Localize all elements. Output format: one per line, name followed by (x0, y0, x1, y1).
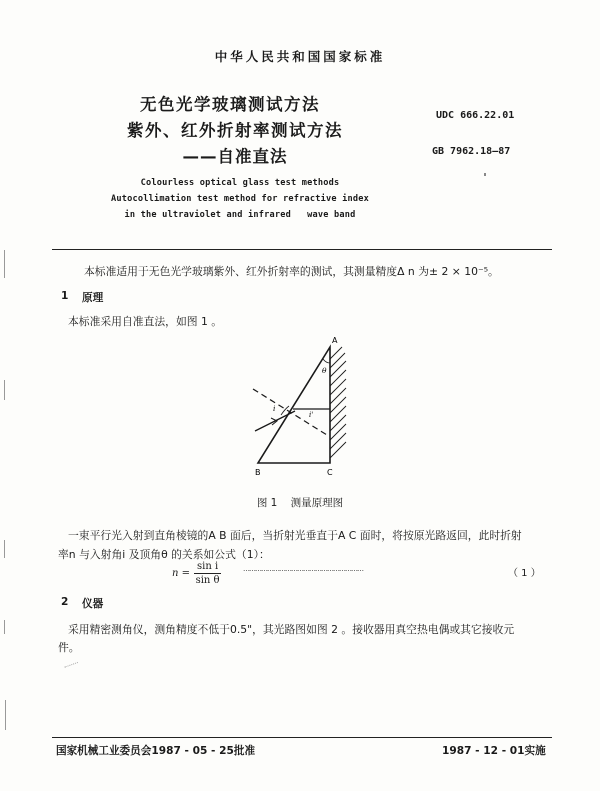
formula-numerator: sin i (194, 561, 221, 574)
english-title-2: Autocollimation test method for refractive index (111, 194, 369, 204)
theta-arc (323, 359, 330, 363)
vertex-a-label: A (332, 336, 338, 345)
ac-face-hatching (330, 347, 346, 458)
angle-i-label: i (273, 404, 276, 413)
section-2-number: 2 (61, 596, 69, 608)
section-1-number: 1 (61, 290, 69, 302)
udc-number: UDC 666.22.01 (436, 110, 515, 121)
angle-i-prime-label: i' (309, 411, 314, 419)
scan-speck (65, 662, 82, 677)
scan-mark (4, 380, 5, 400)
section-1-title: 原理 (82, 292, 104, 304)
formula-number: （ 1 ） (508, 568, 541, 579)
scan-mark (5, 700, 6, 730)
formula-lhs: n = (172, 568, 190, 579)
scan-mark (4, 540, 5, 558)
formula-denominator: sin θ (195, 575, 220, 586)
section-2-text-line-2: 件。 (58, 641, 80, 654)
english-title-3: in the ultraviolet and infrared wave band (124, 210, 356, 220)
effective-date: 1987 - 12 - 01实施 (442, 745, 546, 757)
formula-leader-dots: …………………………………………………… (243, 565, 363, 573)
english-title-1: Colourless optical glass test methods (140, 178, 340, 188)
figure-1-diagram (225, 335, 375, 480)
title-line-3: ——自准直法 (182, 147, 288, 166)
scan-speck (484, 173, 486, 176)
prism-triangle (258, 347, 330, 463)
gb-number: GB 7962.18—87 (432, 146, 511, 157)
incident-ray (255, 411, 295, 431)
normal-line (253, 389, 327, 435)
vertex-b-label: B (255, 468, 261, 477)
footer-rule (52, 737, 552, 738)
theta-label: θ (322, 366, 327, 375)
section-2-text-line-1: 采用精密测角仪，测角精度不低于0.5"，其光路图如图 2 。接收器用真空热电偶或其它接收元 (68, 623, 515, 636)
paragraph-2-line-2: 率n 与入射角i 及顶角θ 的关系如公式（1）： (58, 548, 270, 561)
scan-mark (4, 250, 5, 278)
section-2-title: 仪器 (82, 598, 104, 610)
vertex-c-label: C (327, 468, 333, 477)
paragraph-2-line-1: 一束平行光入射到直角棱镜的A B 面后，当折射光垂直于A C 面时，将按原光路返回，此时折射 (68, 529, 522, 542)
formula-1 (172, 561, 221, 586)
formula-fraction (194, 561, 221, 586)
standard-org: 中华人民共和国国家标准 (214, 49, 386, 64)
header-rule (52, 249, 552, 250)
approval-date: 国家机械工业委员会1987 - 05 - 25批准 (56, 745, 256, 757)
section-1-text: 本标准采用自准直法，如图 1 。 (68, 315, 223, 328)
title-line-2: 紫外、红外折射率测试方法 (127, 121, 343, 140)
title-line-1: 无色光学玻璃测试方法 (140, 95, 320, 114)
scan-mark (4, 620, 5, 634)
figure-1-caption: 图 1 测量原理图 (256, 497, 344, 509)
intro-paragraph: 本标准适用于无色光学玻璃紫外、红外折射率的测试，其测量精度Δ n 为± 2 × 10⁻⁵。 (84, 265, 499, 278)
